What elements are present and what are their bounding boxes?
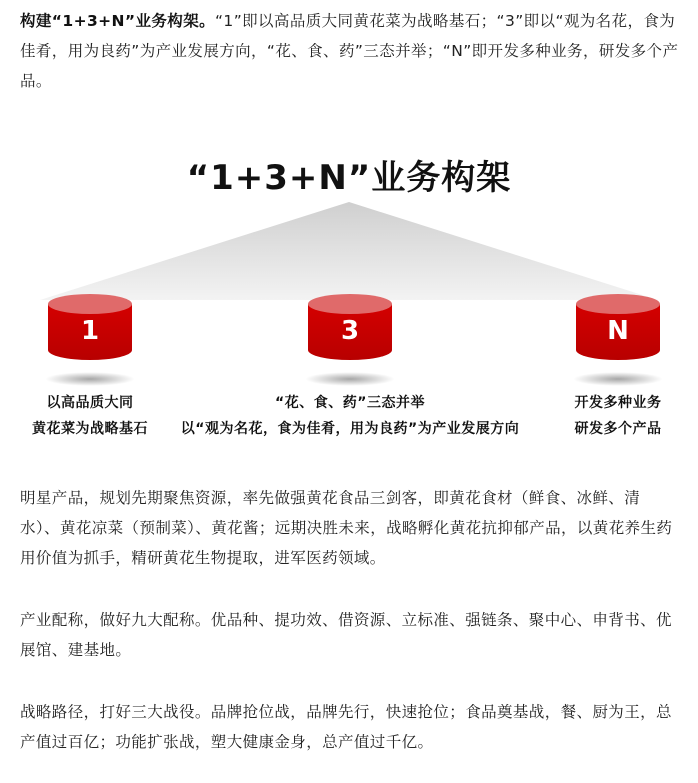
node-symbol: N — [607, 316, 629, 346]
caption-line: 黄花菜为战略基石 — [32, 421, 148, 437]
caption-line: 研发多个产品 — [574, 421, 662, 437]
intro-text: “1”即以高品质大同黄花菜为战略基石；“3”即以“观为名花，食为佳肴，用为良药”为产业发展方向，“花、食、药”三态并举；“N”即开发多种业务，研发多个产品。 — [20, 12, 679, 90]
intro-paragraph — [20, 6, 680, 96]
node-shadow — [573, 372, 663, 386]
business-structure-diagram — [0, 120, 698, 450]
node-symbol: 1 — [80, 316, 100, 346]
paragraph-star-products: 明星产品，规划先期聚焦资源，率先做强黄花食品三剑客，即黄花食材（鲜食、冰鲜、清水）、黄花凉菜（预制菜）、黄花酱；远期决胜未来，战略孵化黄花抗抑郁产品，以黄花养生药用价值为抓手，精研黄花生物提取，进军医药领域。 — [20, 489, 673, 567]
intro-lead: 构建“1+3+N”业务构架。 — [20, 12, 215, 30]
pyramid-shape — [40, 202, 658, 300]
node-n-caption — [548, 390, 688, 442]
node-shadow — [45, 372, 135, 386]
caption-line: 开发多种业务 — [574, 395, 662, 411]
node-shadow — [305, 372, 395, 386]
cylinder-node-n — [576, 294, 660, 366]
caption-line: “花、食、药”三态并举 — [275, 395, 425, 411]
paragraph-industry-fit: 产业配称，做好九大配称。优品种、提功效、借资源、立标准、强链条、聚中心、申背书、优展馆、建基地。 — [20, 611, 672, 659]
paragraph-strategy-path: 战略路径，打好三大战役。品牌抢位战，品牌先行，快速抢位；食品奠基战，餐、厨为王，总产值过百亿；功能扩张战，塑大健康金身，总产值过千亿。 — [20, 703, 672, 751]
caption-line: 以高品质大同 — [46, 395, 134, 411]
node-1-caption — [10, 390, 170, 442]
caption-line: 以“观为名花，食为佳肴，用为良药”为产业发展方向 — [180, 421, 520, 437]
diagram-title: “1+3+N”业务构架 — [186, 158, 512, 198]
node-symbol: 3 — [340, 316, 360, 346]
node-3-caption — [170, 390, 530, 442]
cylinder-node-1 — [48, 294, 132, 366]
cylinder-node-3 — [308, 294, 392, 366]
